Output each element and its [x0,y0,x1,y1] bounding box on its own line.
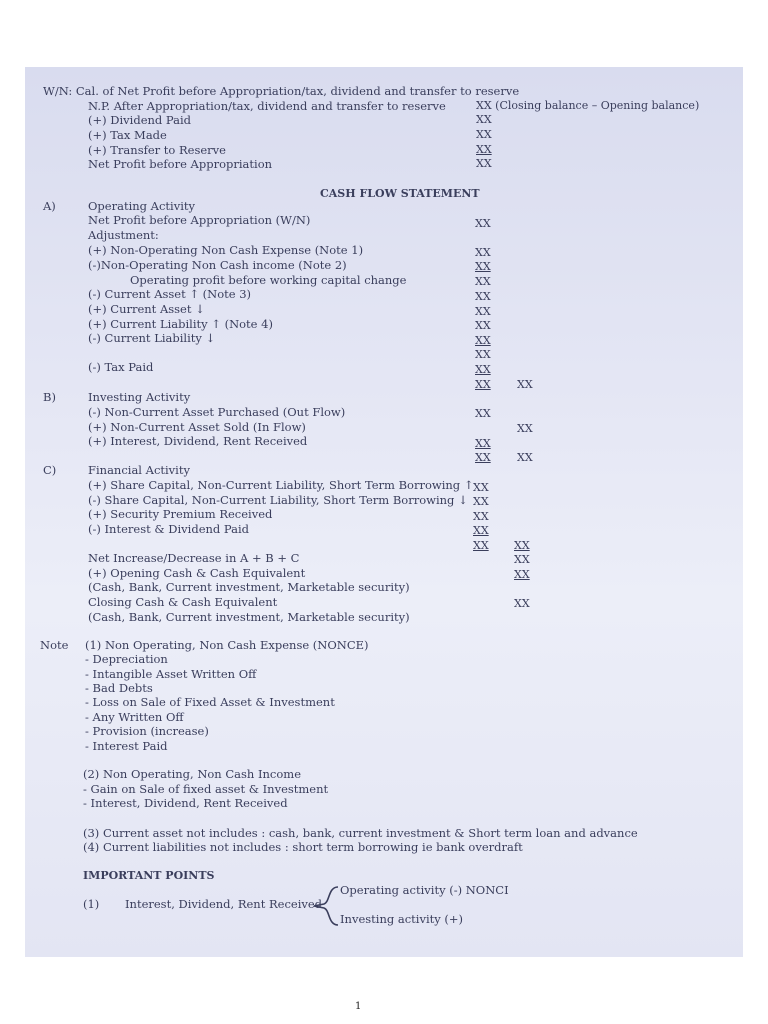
wn-row-label: (+) Tax Made [88,128,167,142]
financial-heading: Financial Activity [88,463,190,477]
amount-total: XX [514,597,530,610]
amount: XX [475,348,491,361]
wn-row-amount: XX (Closing balance – Opening balance) [476,99,700,112]
note-1-item: - Depreciation [85,652,168,666]
note-2-item: - Interest, Dividend, Rent Received [83,796,288,810]
operating-row: Operating profit before working capital change [130,273,407,287]
wn-row-label: (+) Transfer to Reserve [88,143,226,157]
operating-row: Adjustment: [88,228,159,242]
financial-row: (-) Interest & Dividend Paid [88,522,250,536]
curly-brace-icon [312,884,342,928]
wn-row-amount: XX [476,113,492,126]
operating-row: (-) Tax Paid [88,360,154,374]
operating-row: (-) Current Liability ↓ [88,331,216,345]
amount: XX [473,539,489,552]
amount: XX [475,260,491,273]
wn-row-amount: XX [476,157,492,170]
wn-row-label: Net Profit before Appropriation [88,157,273,171]
note-1-item: - Interest Paid [85,739,168,753]
summary-row: (Cash, Bank, Current investment, Marketable security) [88,580,410,594]
amount: XX [475,451,491,464]
cfs-title: CASH FLOW STATEMENT [320,187,480,200]
amount: XX [473,481,489,494]
amount-total: XX [514,553,530,566]
section-letter-b: B) [43,390,56,404]
note-3: (3) Current asset not includes : cash, bank, current investment & Short term loan and advance [83,826,638,840]
note-4: (4) Current liabilities not includes : short term borrowing ie bank overdraft [83,840,523,854]
wn-row-amount: XX [476,128,492,141]
note-1-item: - Any Written Off [85,710,184,724]
summary-row: Net Increase/Decrease in A + B + C [88,551,300,565]
amount: XX [475,437,491,450]
operating-row: Net Profit before Appropriation (W/N) [88,213,311,227]
operating-heading: Operating Activity [88,199,196,213]
amount: XX [475,217,491,230]
section-letter-a: A) [43,199,56,213]
amount: XX [475,290,491,303]
financial-row: (+) Security Premium Received [88,507,273,521]
amount-total: XX [514,568,530,581]
wn-row-label: (+) Dividend Paid [88,113,192,127]
note-1-item: - Intangible Asset Written Off [85,667,257,681]
important-text: Interest, Dividend, Rent Received [125,897,323,911]
branch-investing: Investing activity (+) [340,912,464,926]
operating-row: (-) Current Asset ↑ (Note 3) [88,287,252,301]
amount: XX [475,319,491,332]
amount: XX [475,305,491,318]
operating-row: (-)Non-Operating Non Cash income (Note 2) [88,258,347,272]
note-2-title: (2) Non Operating, Non Cash Income [83,767,302,781]
note-1-item: - Loss on Sale of Fixed Asset & Investment [85,695,335,709]
wn-title: W/N: Cal. of Net Profit before Appropriation/tax, dividend and transfer to reserve [43,84,520,98]
amount: XX [475,378,491,391]
investing-row: (+) Non-Current Asset Sold (In Flow) [88,420,306,434]
summary-row: (Cash, Bank, Current investment, Marketable security) [88,610,410,624]
summary-row: (+) Opening Cash & Cash Equivalent [88,566,306,580]
amount-total: XX [517,422,533,435]
amount-total: XX [514,539,530,552]
amount: XX [475,407,491,420]
operating-row: (+) Non-Operating Non Cash Expense (Note 1) [88,243,364,257]
note-label: Note [40,638,69,652]
investing-heading: Investing Activity [88,390,191,404]
financial-row: (+) Share Capital, Non-Current Liability, Short Term Borrowing ↑ [88,478,474,492]
amount: XX [473,510,489,523]
amount: XX [473,524,489,537]
amount-total: XX [517,451,533,464]
note-1-item: - Provision (increase) [85,724,209,738]
important-title: IMPORTANT POINTS [83,869,215,882]
note-1-item: - Bad Debts [85,681,153,695]
financial-row: (-) Share Capital, Non-Current Liability, Short Term Borrowing ↓ [88,493,468,507]
note-2-item: - Gain on Sale of fixed asset & Investment [83,782,329,796]
operating-row: (+) Current Liability ↑ (Note 4) [88,317,273,331]
summary-row: Closing Cash & Cash Equivalent [88,595,278,609]
amount-total: XX [517,378,533,391]
section-letter-c: C) [43,463,57,477]
wn-row-amount: XX [476,143,492,156]
important-num: (1) [83,897,100,911]
branch-operating: Operating activity (-) NONCI [340,883,509,897]
amount: XX [475,363,491,376]
amount: XX [475,246,491,259]
amount: XX [473,495,489,508]
amount: XX [475,275,491,288]
amount: XX [475,334,491,347]
operating-row: (+) Current Asset ↓ [88,302,205,316]
investing-row: (+) Interest, Dividend, Rent Received [88,434,308,448]
wn-row-label: N.P. After Appropriation/tax, dividend and transfer to reserve [88,99,446,113]
note-1-title: (1) Non Operating, Non Cash Expense (NONCE) [85,638,369,652]
investing-row: (-) Non-Current Asset Purchased (Out Flow) [88,405,346,419]
page-number: 1 [355,1001,362,1012]
